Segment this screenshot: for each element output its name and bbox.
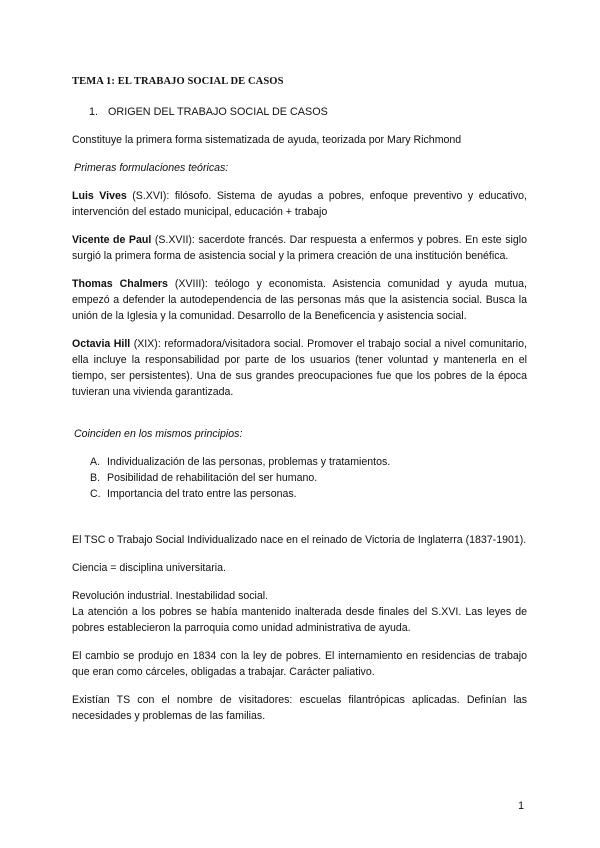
section-number: 1.	[89, 106, 99, 118]
author-name: Luis Vives	[72, 190, 127, 202]
section-title: ORIGEN DEL TRABAJO SOCIAL DE CASOS	[108, 106, 328, 118]
author-description: (S.XVII): sacerdote francés. Dar respuesta a enfermos y pobres. En este siglo surgió la primera forma de asistencia social y la primera creación de una institución benéfica.	[72, 234, 527, 262]
author-paragraph-paul	[72, 232, 527, 264]
page-number: 1	[518, 800, 524, 812]
list-item	[90, 454, 527, 470]
science-paragraph: Ciencia = disciplina universitaria.	[72, 562, 226, 574]
author-description: (XIX): reformadora/visitadora social. Promover el trabajo social a nivel comunitario, ella incluye la responsabilidad por parte de los usuarios (tener voluntad y mantenerla en el tiempo, ser persistentes). Una de sus grandes preocupaciones fue que los pobres de la época tuvieran una vivienda garantizada.	[72, 338, 528, 398]
list-item-text: Individualización de las personas, problemas y tratamientos.	[107, 456, 391, 468]
spacer	[72, 412, 527, 426]
page-content	[72, 74, 527, 736]
document-title: TEMA 1: EL TRABAJO SOCIAL DE CASOS	[72, 76, 284, 87]
author-paragraph-chalmers	[72, 276, 527, 324]
list-item	[90, 486, 527, 502]
list-item-text: Importancia del trato entre las personas.	[107, 488, 297, 500]
author-name: Octavia Hill	[72, 338, 131, 350]
list-marker: A.	[90, 456, 101, 468]
list-item	[90, 470, 527, 486]
poor-laws-paragraph: La atención a los pobres se había mantenido inalterada desde finales del S.XVI. Las leyes de pobres establecieron la parroquia como unidad administrativa de ayuda.	[72, 606, 527, 634]
revolution-line: Revolución industrial. Inestabilidad social.	[72, 590, 269, 602]
list-marker: B.	[90, 472, 101, 484]
author-name: Vicente de Paul	[72, 234, 152, 246]
author-paragraph-hill	[72, 336, 527, 400]
change-paragraph: El cambio se produjo en 1834 con la ley de pobres. El internamiento en residencias de trabajo que eran como cárceles, obligadas a trabajar. Carácter paliativo.	[72, 650, 527, 678]
principles-list	[90, 454, 527, 502]
author-description: (XVIII): teólogo y economista. Asistencia comunidad y ayuda mutua, empezó a defender la autodependencia de las personas más que la asistencia social. Busca la unión de la Iglesia y la comunidad. Desarrollo de la Beneficencia y asistencia social.	[72, 278, 527, 322]
formulations-heading: Primeras formulaciones teóricas:	[74, 162, 229, 174]
author-name: Thomas Chalmers	[72, 278, 168, 290]
author-paragraph-vives	[72, 188, 527, 220]
section-heading	[89, 104, 527, 120]
intro-paragraph: Constituye la primera forma sistematizada de ayuda, teorizada por Mary Richmond	[72, 134, 462, 146]
list-item-text: Posibilidad de rehabilitación del ser humano.	[107, 472, 318, 484]
list-marker: C.	[90, 488, 101, 500]
visitors-paragraph: Existían TS con el nombre de visitadores: escuelas filantrópicas aplicadas. Definían las necesidades y problemas de las familias.	[72, 694, 527, 722]
principles-heading: Coinciden en los mismos principios:	[74, 428, 243, 440]
tsc-origin-paragraph: El TSC o Trabajo Social Individualizado nace en el reinado de Victoria de Inglaterra (1837-1901).	[72, 534, 527, 546]
author-description: (S.XVI): filósofo. Sistema de ayudas a pobres, enfoque preventivo y educativo, intervención del estado municipal, educación + trabajo	[72, 190, 527, 218]
